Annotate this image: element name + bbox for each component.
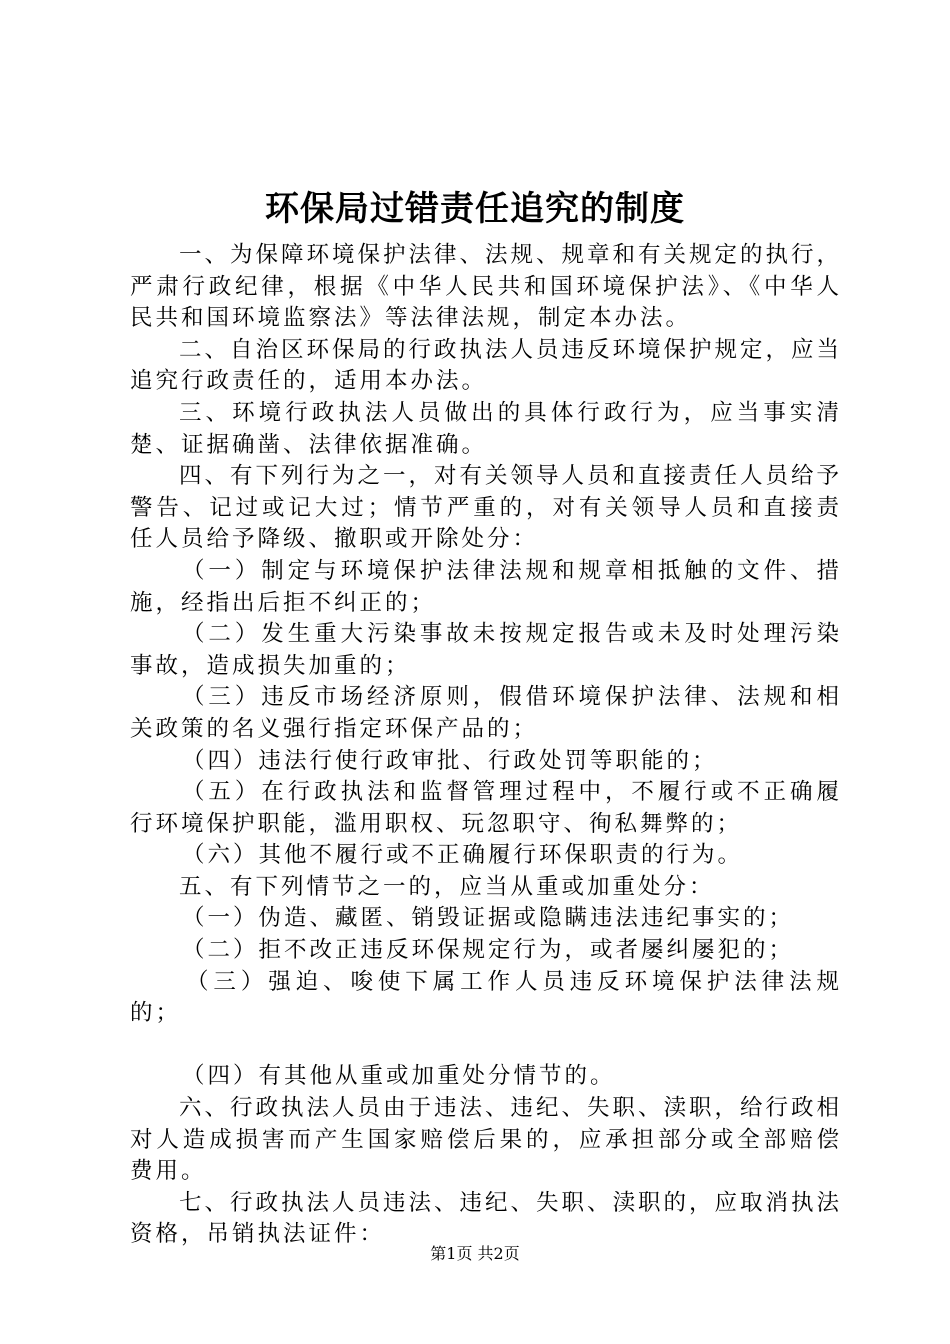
list-item: （五）在行政执法和监督管理过程中，不履行或不正确履行环境保护职能，滥用职权、玩忽职守、徇私舞弊的； — [130, 779, 842, 837]
paragraph: 五、有下列情节之一的，应当从重或加重处分： — [179, 873, 715, 900]
blank-line — [130, 1030, 842, 1062]
list-item: （二）拒不改正违反环保规定行为，或者屡纠屡犯的； — [182, 937, 795, 964]
page-title: 环保局过错责任追究的制度 — [265, 189, 685, 229]
list-item: （六）其他不履行或不正确履行环保职责的行为。 — [182, 842, 744, 869]
list-item: （二）发生重大污染事故未按规定报告或未及时处理污染事故，造成损失加重的； — [130, 621, 842, 679]
list-item: （一）伪造、藏匿、销毁证据或隐瞒违法违纪事实的； — [182, 905, 795, 932]
page-footer: 第1页 共2页 — [430, 1244, 520, 1263]
list-item: （四）违法行使行政审批、行政处罚等职能的； — [182, 747, 718, 774]
paragraph: 二、自治区环保局的行政执法人员违反环境保护规定，应当追究行政责任的，适用本办法。 — [130, 336, 843, 395]
paragraph: 一、为保障环境保护法律、法规、规章和有关规定的执行，严肃行政纪律，根据《中华人民共和国环境保护法》、《中华人民共和国环境监察法》等法律法规，制定本办法。 — [130, 242, 843, 332]
list-item: （三）强迫、唆使下属工作人员违反环境保护法律法规的； — [130, 968, 842, 1027]
paragraph: 三、环境行政执法人员做出的具体行政行为，应当事实清楚、证据确凿、法律依据准确。 — [130, 399, 842, 458]
list-item: （三）违反市场经济原则，假借环境保护法律、法规和相关政策的名义强行指定环保产品的； — [130, 684, 842, 742]
list-item: （四）有其他从重或加重处分情节的。 — [182, 1063, 616, 1090]
paragraph: 六、行政执法人员由于违法、违纪、失职、渎职，给行政相对人造成损害而产生国家赔偿后果的，应承担部分或全部赔偿费用。 — [130, 1095, 843, 1185]
paragraph: 四、有下列行为之一，对有关领导人员和直接责任人员给予警告、记过或记大过；情节严重的，对有关领导人员和直接责任人员给予降级、撤职或开除处分： — [130, 463, 843, 553]
list-item: （一）制定与环境保护法律法规和规章相抵触的文件、措施，经指出后拒不纠正的； — [130, 557, 842, 616]
paragraph: 七、行政执法人员违法、违纪、失职、渎职的，应取消执法资格，吊销执法证件： — [130, 1189, 843, 1248]
document-body — [130, 240, 842, 1251]
